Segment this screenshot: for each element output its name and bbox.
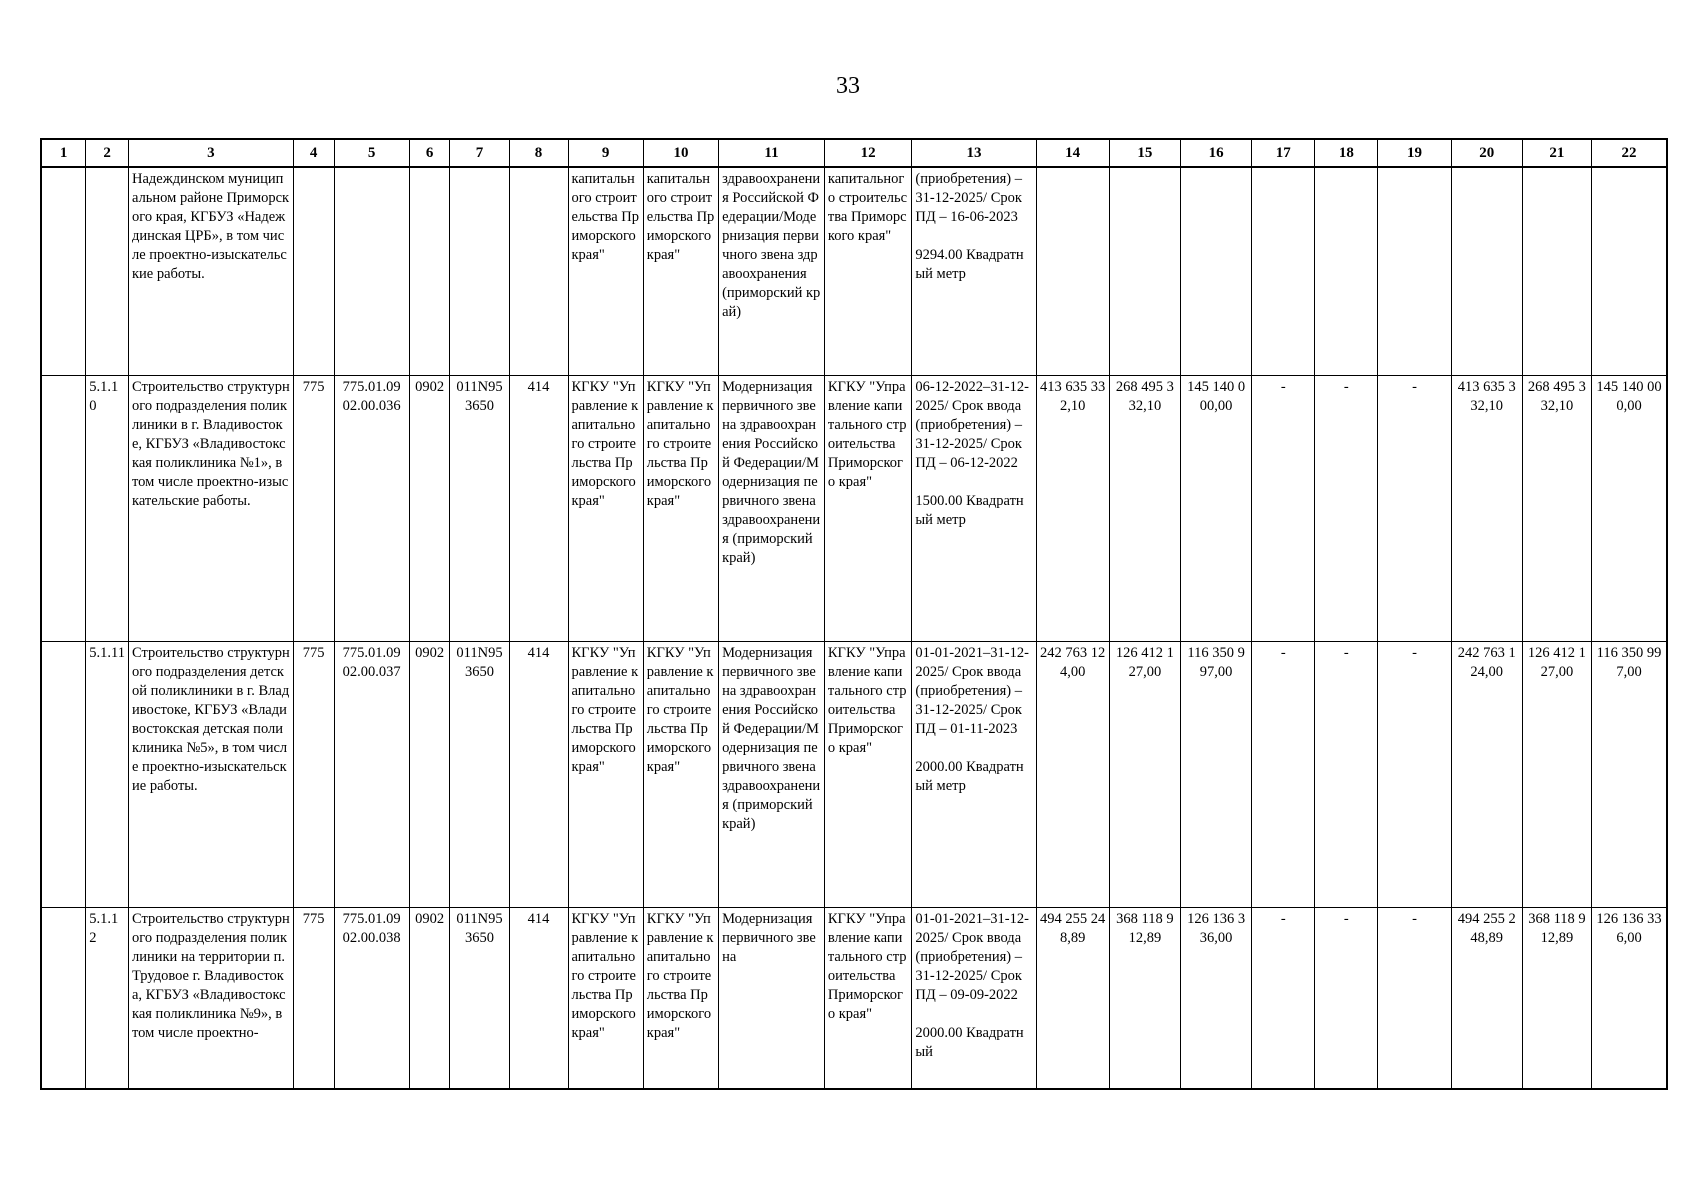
cell-c15: 126 412 127,00: [1109, 641, 1180, 907]
table-row: [41, 907, 1667, 1089]
cell-c11: Модернизация первичного звена здравоохранения Российской Федерации/Модернизация первичного звена здравоохранения (приморский край): [719, 375, 825, 641]
cell-c4: 775: [293, 907, 334, 1089]
cell-c12: капитального строительства Приморского края": [824, 167, 912, 375]
col-header-3: 3: [129, 139, 294, 167]
cell-c21: 368 118 912,89: [1522, 907, 1591, 1089]
col-header-21: 21: [1522, 139, 1591, 167]
cell-c4: 775: [293, 641, 334, 907]
cell-description: Строительство структурного подразделения детской поликлиники в г. Владивостоке, КГБУЗ «Владивостокская детская поликлиника №5», в том числе проектно-изыскательские работы.: [129, 641, 294, 907]
col-header-18: 18: [1315, 139, 1378, 167]
col-header-8: 8: [509, 139, 568, 167]
cell-code: 5.1.10: [86, 375, 129, 641]
cell-c17: -: [1252, 907, 1315, 1089]
cell-num: [41, 375, 86, 641]
cell-c9: капитального строительства Приморского края": [568, 167, 643, 375]
col-header-22: 22: [1592, 139, 1667, 167]
col-header-11: 11: [719, 139, 825, 167]
cell-c14: 413 635 332,10: [1036, 375, 1109, 641]
cell-c18: [1315, 167, 1378, 375]
col-header-12: 12: [824, 139, 912, 167]
cell-c9: КГКУ "Управление капитального строительства Приморского края": [568, 641, 643, 907]
cell-c7: 011N95 3650: [450, 375, 509, 641]
cell-c19: [1378, 167, 1451, 375]
cell-code: [86, 167, 129, 375]
cell-c11: Модернизация первичного звена: [719, 907, 825, 1089]
cell-c22: 145 140 000,00: [1592, 375, 1667, 641]
col-header-19: 19: [1378, 139, 1451, 167]
table-row: [41, 167, 1667, 375]
cell-c18: -: [1315, 641, 1378, 907]
cell-c19: -: [1378, 375, 1451, 641]
col-header-14: 14: [1036, 139, 1109, 167]
cell-c4: [293, 167, 334, 375]
col-header-20: 20: [1451, 139, 1522, 167]
cell-c10: капитального строительства Приморского края": [643, 167, 718, 375]
cell-c7: 011N95 3650: [450, 907, 509, 1089]
cell-num: [41, 641, 86, 907]
col-header-1: 1: [41, 139, 86, 167]
cell-num: [41, 167, 86, 375]
col-header-16: 16: [1180, 139, 1251, 167]
cell-c22: [1592, 167, 1667, 375]
cell-code: 5.1.12: [86, 907, 129, 1089]
cell-c13: (приобретения) – 31-12-2025/ Срок ПД – 16-06-2023 9294.00 Квадратный метр: [912, 167, 1036, 375]
cell-c7: [450, 167, 509, 375]
cell-c19: -: [1378, 641, 1451, 907]
cell-c18: -: [1315, 375, 1378, 641]
col-header-5: 5: [334, 139, 409, 167]
cell-c11: Модернизация первичного звена здравоохранения Российской Федерации/Модернизация первичного звена здравоохранения (приморский край): [719, 641, 825, 907]
cell-c16: 145 140 000,00: [1180, 375, 1251, 641]
cell-c16: [1180, 167, 1251, 375]
cell-c9: КГКУ "Управление капитального строительства Приморского края": [568, 375, 643, 641]
col-header-6: 6: [409, 139, 450, 167]
cell-code: 5.1.11: [86, 641, 129, 907]
cell-c22: 116 350 997,00: [1592, 641, 1667, 907]
col-header-2: 2: [86, 139, 129, 167]
cell-c20: 494 255 248,89: [1451, 907, 1522, 1089]
col-header-15: 15: [1109, 139, 1180, 167]
cell-c4: 775: [293, 375, 334, 641]
cell-c13: 01-01-2021–31-12-2025/ Срок ввода (приобретения) – 31-12-2025/ Срок ПД – 01-11-2023 2000.00 Квадратный метр: [912, 641, 1036, 907]
cell-c12: КГКУ "Управление капитального строительства Приморского края": [824, 907, 912, 1089]
cell-c5: 775.01.09 02.00.036: [334, 375, 409, 641]
cell-c17: -: [1252, 375, 1315, 641]
cell-c5: 775.01.09 02.00.037: [334, 641, 409, 907]
cell-c10: КГКУ "Управление капитального строительства Приморского края": [643, 375, 718, 641]
cell-c5: [334, 167, 409, 375]
cell-c10: КГКУ "Управление капитального строительства Приморского края": [643, 641, 718, 907]
cell-c21: [1522, 167, 1591, 375]
cell-c14: [1036, 167, 1109, 375]
cell-c22: 126 136 336,00: [1592, 907, 1667, 1089]
cell-c20: 242 763 124,00: [1451, 641, 1522, 907]
table-row: [41, 641, 1667, 907]
cell-c13: 06-12-2022–31-12-2025/ Срок ввода (приобретения) – 31-12-2025/ Срок ПД – 06-12-2022 1500.00 Квадратный метр: [912, 375, 1036, 641]
cell-c16: 116 350 997,00: [1180, 641, 1251, 907]
col-header-17: 17: [1252, 139, 1315, 167]
cell-c10: КГКУ "Управление капитального строительства Приморского края": [643, 907, 718, 1089]
cell-c8: 414: [509, 641, 568, 907]
cell-c6: 0902: [409, 641, 450, 907]
cell-c16: 126 136 336,00: [1180, 907, 1251, 1089]
cell-c12: КГКУ "Управление капитального строительства Приморского края": [824, 375, 912, 641]
cell-c14: 242 763 124,00: [1036, 641, 1109, 907]
cell-c8: 414: [509, 375, 568, 641]
cell-description: Строительство структурного подразделения поликлиники на территории п. Трудовое г. Владивостока, КГБУЗ «Владивостокская поликлиника №9», в том числе проектно-: [129, 907, 294, 1089]
cell-description: Надеждинском муниципальном районе Приморского края, КГБУЗ «Надеждинская ЦРБ», в том числе проектно-изыскательские работы.: [129, 167, 294, 375]
cell-c6: [409, 167, 450, 375]
cell-c17: -: [1252, 641, 1315, 907]
col-header-4: 4: [293, 139, 334, 167]
col-header-9: 9: [568, 139, 643, 167]
cell-c21: 126 412 127,00: [1522, 641, 1591, 907]
cell-c19: -: [1378, 907, 1451, 1089]
cell-c7: 011N95 3650: [450, 641, 509, 907]
cell-c15: 368 118 912,89: [1109, 907, 1180, 1089]
col-header-13: 13: [912, 139, 1036, 167]
cell-c21: 268 495 332,10: [1522, 375, 1591, 641]
cell-c9: КГКУ "Управление капитального строительства Приморского края": [568, 907, 643, 1089]
cell-c8: 414: [509, 907, 568, 1089]
cell-c20: 413 635 332,10: [1451, 375, 1522, 641]
cell-c15: [1109, 167, 1180, 375]
cell-c15: 268 495 332,10: [1109, 375, 1180, 641]
page-number: 33: [836, 73, 860, 99]
cell-c11: здравоохранения Российской Федерации/Модернизация первичного звена здравоохранения (приморский край): [719, 167, 825, 375]
cell-num: [41, 907, 86, 1089]
cell-c13: 01-01-2021–31-12-2025/ Срок ввода (приобретения) – 31-12-2025/ Срок ПД – 09-09-2022 2000.00 Квадратный: [912, 907, 1036, 1089]
table-row: [41, 375, 1667, 641]
col-header-10: 10: [643, 139, 718, 167]
data-table: [40, 138, 1668, 1090]
header-row: [41, 139, 1667, 167]
cell-c14: 494 255 248,89: [1036, 907, 1109, 1089]
cell-c6: 0902: [409, 375, 450, 641]
cell-c17: [1252, 167, 1315, 375]
cell-c6: 0902: [409, 907, 450, 1089]
cell-c12: КГКУ "Управление капитального строительства Приморского края": [824, 641, 912, 907]
cell-description: Строительство структурного подразделения поликлиники в г. Владивостоке, КГБУЗ «Владивостокская поликлиника №1», в том числе проектно-изыскательские работы.: [129, 375, 294, 641]
cell-c20: [1451, 167, 1522, 375]
col-header-7: 7: [450, 139, 509, 167]
cell-c18: -: [1315, 907, 1378, 1089]
cell-c5: 775.01.09 02.00.038: [334, 907, 409, 1089]
cell-c8: [509, 167, 568, 375]
